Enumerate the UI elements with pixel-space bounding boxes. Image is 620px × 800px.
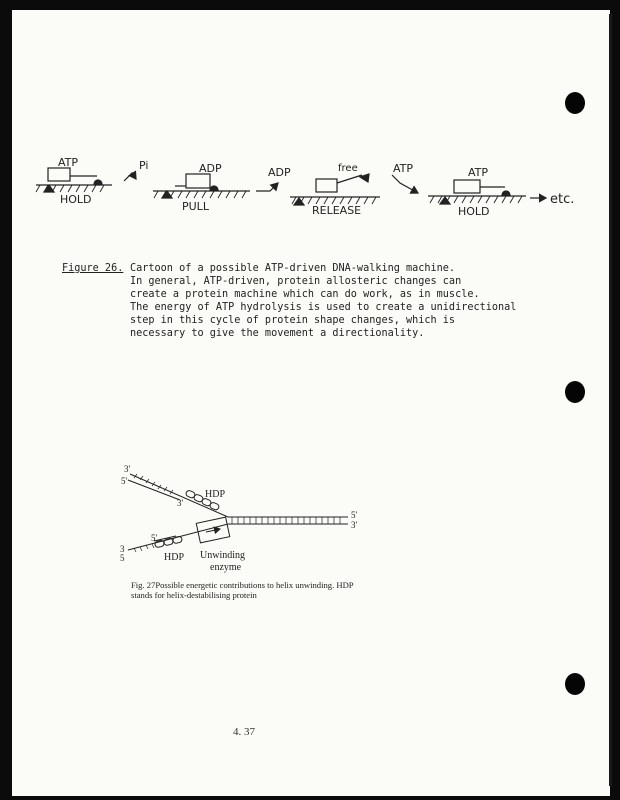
fig26-atp-label-1: ATP [58, 156, 79, 169]
fig26-caption-body [130, 262, 516, 340]
fig26-hold-label-2: HOLD [458, 205, 490, 218]
caption-line: step in this cycle of protein shape changes, which is [130, 315, 456, 326]
fig26-adp-release [256, 183, 278, 191]
fig27-enzyme-label-2: enzyme [210, 562, 242, 573]
fig26-panel-hold [36, 168, 112, 192]
fig27-caption [131, 580, 381, 600]
caption-line: Cartoon of a possible ATP-driven DNA-walking machine. [130, 263, 456, 274]
fig27-top-inner-3prime: 3' [177, 498, 184, 508]
fig26-atp-label-2: ATP [393, 162, 414, 175]
fig27-top-3prime: 3' [124, 464, 131, 474]
fig26-free-label: free [338, 163, 358, 174]
fig26-release-label: RELEASE [312, 204, 362, 217]
fig27-hdp-top: HDP [205, 489, 226, 500]
fig27-bottom-inner-5prime: 5' [151, 533, 158, 543]
fig26-etc-label: etc. [550, 192, 575, 207]
fig27-enzyme-label-1: Unwinding [200, 550, 245, 561]
fig27-diagram [128, 474, 348, 552]
fig26-hold-label-1: HOLD [60, 193, 92, 206]
fig26-pi-label: Pi [139, 159, 149, 172]
caption-line: The energy of ATP hydrolysis is used to create a unidirectional [130, 302, 517, 313]
fig27-bottom-3prime: 3 [120, 544, 125, 554]
fig27-top-5prime: 5' [121, 476, 128, 486]
page-number: 4. 37 [233, 726, 255, 738]
fig27-bottom-5prime: 5 [120, 553, 125, 563]
fig26-panel-pull [153, 174, 250, 198]
fig26-adp-label-1: ADP [199, 162, 222, 175]
fig27-hdp-bottom: HDP [164, 552, 185, 563]
fig26-adp-label-2: ADP [268, 166, 291, 179]
fig26-pi-release [124, 173, 136, 181]
fig26-caption-label: Figure 26. [62, 263, 124, 274]
fig26-pull-label: PULL [182, 200, 209, 213]
fig26-atp-label-3: ATP [468, 166, 489, 179]
caption-line: create a protein machine which can do work, as in muscle. [130, 289, 480, 300]
caption-line: necessary to give the movement a directionality. [130, 328, 425, 339]
fig26-panel-release [290, 174, 380, 205]
fig27-right-3prime: 3' [351, 520, 358, 530]
fig27-caption-line-1: Fig. 27Possible energetic contributions to helix unwinding. HDP [131, 580, 354, 590]
fig26-atp-binding [392, 175, 418, 193]
caption-line: In general, ATP-driven, protein allosteric changes can [130, 276, 462, 287]
fig26-panel-hold-2 [428, 180, 546, 204]
fig27-caption-line-2: stands for helix-destabilising protein [131, 590, 257, 600]
fig27-right-5prime: 5' [351, 510, 358, 520]
